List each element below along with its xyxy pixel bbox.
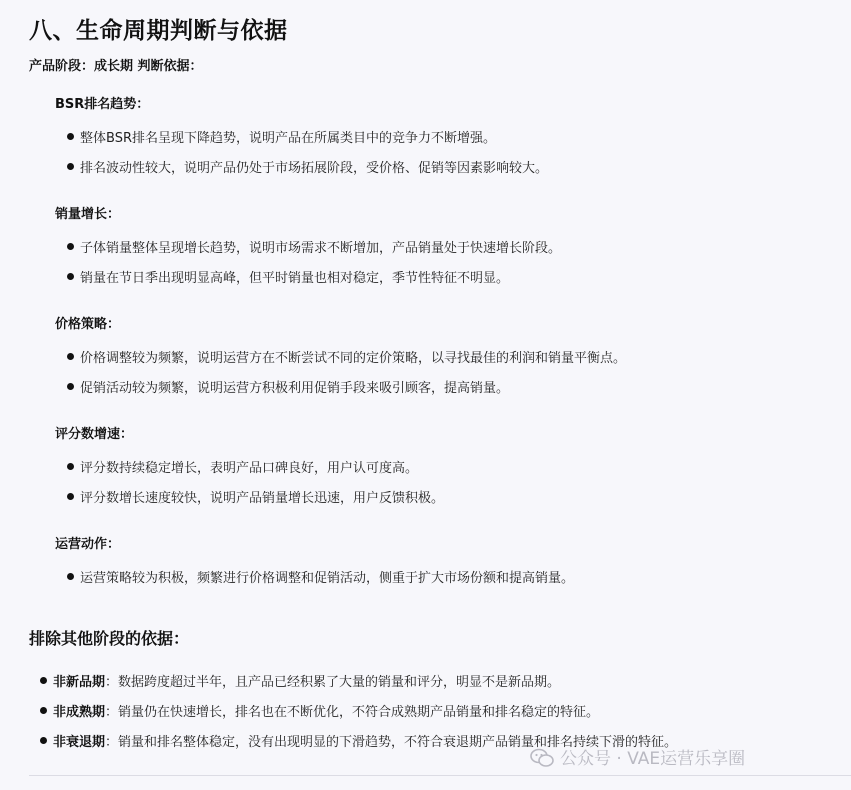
list-item: 排名波动性较大，说明产品仍处于市场拓展阶段，受价格、促销等因素影响较大。	[67, 157, 548, 176]
list-item: 促销活动较为频繁，说明运营方积极利用促销手段来吸引顾客，提高销量。	[67, 377, 509, 396]
list-item: 评分数持续稳定增长，表明产品口碑良好，用户认可度高。	[67, 457, 418, 476]
list-item: 非成熟期：销量仍在快速增长，排名也在不断优化，不符合成熟期产品销量和排名稳定的特征。	[40, 701, 599, 720]
watermark	[530, 744, 745, 769]
list-item: 子体销量整体呈现增长趋势，说明市场需求不断增加，产品销量处于快速增长阶段。	[67, 237, 561, 256]
exclusion-title: 排除其他阶段的依据：	[29, 629, 190, 648]
wechat-icon	[530, 748, 554, 768]
list-item: 运营策略较为积极，频繁进行价格调整和促销活动，侧重于扩大市场份额和提高销量。	[67, 567, 574, 586]
list-item: 评分数增长速度较快，说明产品销量增长迅速，用户反馈积极。	[67, 487, 444, 506]
section-title-bsr: BSR排名趋势：	[55, 97, 150, 112]
stage-line: 产品阶段：成长期 判断依据：	[29, 59, 203, 74]
bullet-dot-icon	[67, 133, 74, 140]
list-item: 销量在节日季出现明显高峰，但平时销量也相对稳定，季节性特征不明显。	[67, 267, 509, 286]
page-title: 八、生命周期判断与依据	[29, 18, 288, 44]
section-title-operations: 运营动作：	[55, 537, 121, 552]
section-title-sales: 销量增长：	[55, 207, 121, 222]
bullet-dot-icon	[67, 353, 74, 360]
list-item: 非衰退期：销量和排名整体稳定，没有出现明显的下滑趋势，不符合衰退期产品销量和排名持续下滑的特征。	[40, 731, 677, 750]
divider	[29, 775, 851, 776]
list-item: 整体BSR排名呈现下降趋势，说明产品在所属类目中的竞争力不断增强。	[67, 127, 496, 146]
bullet-dot-icon	[67, 243, 74, 250]
bullet-dot-icon	[67, 573, 74, 580]
bullet-dot-icon	[67, 463, 74, 470]
bullet-dot-icon	[67, 163, 74, 170]
list-item: 非新品期：数据跨度超过半年，且产品已经积累了大量的销量和评分，明显不是新品期。	[40, 671, 560, 690]
bullet-dot-icon	[40, 707, 47, 714]
watermark-text: 公众号 · VAE运营乐享圈	[560, 749, 746, 769]
section-title-price: 价格策略：	[55, 317, 121, 332]
bullet-dot-icon	[67, 383, 74, 390]
bullet-dot-icon	[67, 273, 74, 280]
bullet-dot-icon	[67, 493, 74, 500]
bullet-dot-icon	[40, 737, 47, 744]
list-item: 价格调整较为频繁，说明运营方在不断尝试不同的定价策略，以寻找最佳的利润和销量平衡点。	[67, 347, 626, 366]
section-title-rating: 评分数增速：	[55, 427, 134, 442]
bullet-dot-icon	[40, 677, 47, 684]
